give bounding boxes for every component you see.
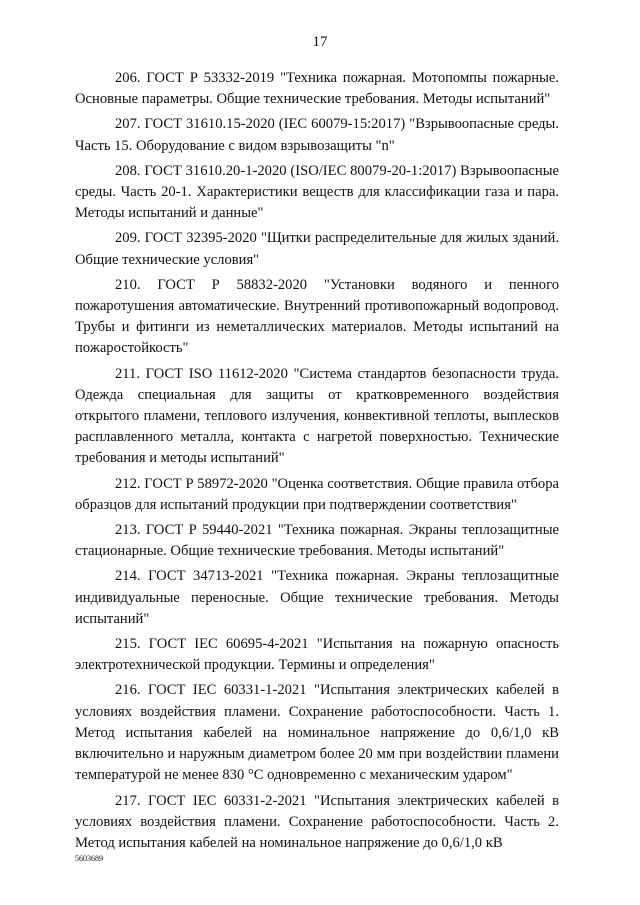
list-item-216: 216. ГОСТ IEC 60331-1-2021 "Испытания электрических кабелей в условиях воздействия пламени. Сохранение работоспособности. Часть 1. Метод испытания кабелей на номинальное напряжение до 0,6/1,0 кВ включительно и наружным диаметром более 20 мм при воздействии пламени температурой не менее 830 °C одновременно с механическим ударом" — [75, 682, 559, 784]
list-item-210: 210. ГОСТ Р 58832-2020 "Установки водяного и пенного пожаротушения автоматические. Внутренний противопожарный водопровод. Трубы и фитинги из неметаллических материалов. Методы испытаний на пожаростойкость" — [75, 276, 559, 357]
list-item-217: 217. ГОСТ IEC 60331-2-2021 "Испытания электрических кабелей в условиях воздействия пламени. Сохранение работоспособности. Часть 2. Метод испытания кабелей на номинальное напряжение до 0,6/1,0 кВ — [75, 792, 559, 851]
list-item-206: 206. ГОСТ Р 53332-2019 "Техника пожарная. Мотопомпы пожарные. Основные параметры. Общие технические требования. Методы испытаний" — [75, 70, 559, 108]
list-item-213: 213. ГОСТ Р 59440-2021 "Техника пожарная. Экраны теплозащитные стационарные. Общие технические требования. Методы испытаний" — [75, 522, 559, 560]
page-number: 17 — [312, 34, 328, 50]
list-item-215: 215. ГОСТ IEC 60695-4-2021 "Испытания на пожарную опасность электротехнической продукции. Термины и определения" — [75, 636, 559, 674]
list-item-214: 214. ГОСТ 34713-2021 "Техника пожарная. Экраны теплозащитные индивидуальные переносные. Общие технические требования. Методы испытаний" — [75, 568, 559, 627]
list-item-212: 212. ГОСТ Р 58972-2020 "Оценка соответствия. Общие правила отбора образцов для испытаний продукции при подтверждении соответствия" — [75, 475, 559, 513]
standards-list — [75, 68, 559, 858]
list-item-209: 209. ГОСТ 32395-2020 "Щитки распределительные для жилых зданий. Общие технические условия" — [75, 230, 559, 268]
list-item-207: 207. ГОСТ 31610.15-2020 (IEC 60079-15:2017) "Взрывоопасные среды. Часть 15. Оборудование с видом взрывозащиты "n" — [75, 116, 559, 154]
document-code: 5603689 — [75, 854, 103, 863]
list-item-208: 208. ГОСТ 31610.20-1-2020 (ISO/IEC 80079-20-1:2017) Взрывоопасные среды. Часть 20-1. Характеристики веществ для классификации газа и пара. Методы испытаний и данные" — [75, 162, 559, 222]
list-item-211: 211. ГОСТ ISO 11612-2020 "Система стандартов безопасности труда. Одежда специальная для защиты от кратковременного воздействия открытого пламени, теплового излучения, конвективной теплоты, выплесков расплавленного металла, контакта с нагретой поверхностью. Технические требования и методы испытаний" — [75, 365, 559, 467]
